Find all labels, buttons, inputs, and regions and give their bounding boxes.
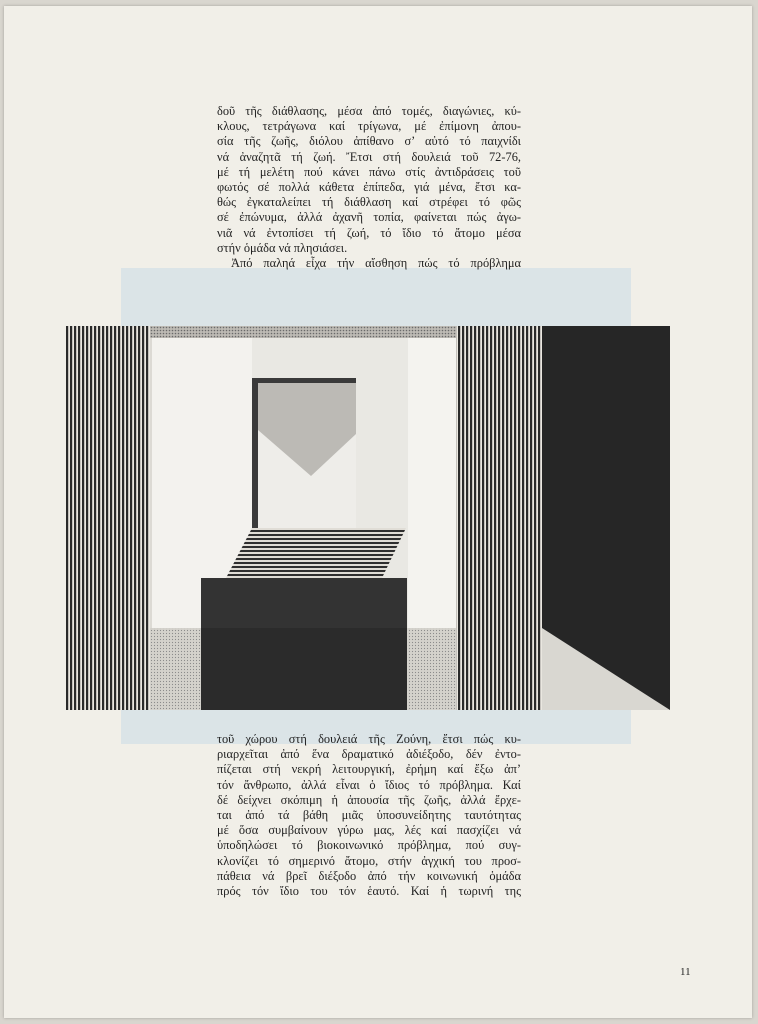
text-line: κλονίζει τό σημερινό ἄτομο, στήν ἀγχική του προσ- [217,853,521,868]
text-line: σέ ἐπώνυμα, ἀλλά ἀχανῆ τοπία, φαίνεται πώς ἀγω- [217,210,521,225]
text-line: πρός τόν ἴδιο του τόν ἑαυτό. Καί ἡ τωρινή της [217,883,521,898]
text-line: τοῦ χώρου στή δουλειά τῆς Ζούνη, ἔτσι πώς κυ- [217,732,521,746]
art-bench-front [201,578,407,628]
text-line: δοῦ τῆς διάθλασης, μέσα ἀπό τομές, διαγώνιες, κύ- [217,104,521,118]
text-line: ὑποδηλώσει τό βιοκοινωνικό πρόβλημα, πού συγ- [217,838,521,853]
page-number: 11 [680,966,691,978]
text-line: πάθεια νά βρεῖ διέξοδο ἀπό τήν κοινωνική ὁμάδα [217,868,521,883]
art-doorway-frame-top [252,378,356,383]
text-line: νά ἀναζητᾶ τή ζωή. Ἔτσι στή δουλειά τοῦ 72-76, [217,149,521,164]
text-line: πίζεται στή νεκρή λειτουργική, ἐρήμη καί ἔξω ἀπ’ [217,762,521,777]
text-line: τόν ἄνθρωπο, ἀλλά εἶναι ὁ ἴδιος τό πρόβλημα. Καί [217,777,521,792]
art-white-panel-right [408,338,456,628]
art-doorway-frame-left [252,378,258,528]
art-right-floor-shadow [456,628,542,710]
document-page [4,6,752,1018]
text-line: νιᾶ νά ἐντοπίσει τή ζωή, τό ἴδιο τό ἄτομο μέσα [217,225,521,240]
text-line-paragraph-start: Ἀπό παληά εἶχα τήν αἴσθηση πώς τό πρόβλημα [231,255,521,270]
text-line: σία τῆς ζωῆς, διόλου ἀπίθανο σ’ αὐτό τό παιχνίδι [217,134,521,149]
art-bench-base [201,628,407,710]
text-line: δέ δείχνει σκόπιμη ἡ ἀπουσία τῆς ζωῆς, ἀλλά ἔρχε- [217,792,521,807]
artwork-illustration [66,326,670,710]
text-line: θώς ἐγκαταλείπει τή διάθλαση καί στρέφει τό φῶς [217,195,521,210]
text-column-top [217,104,521,271]
text-line: στήν ὁμάδα νά πλησιάσει. [217,240,348,255]
text-line: ται ἀπό τά βάθη μιᾶς ὑποσυνείδητης ταυτότητας [217,807,521,822]
text-line: φωτός σέ πολλά κάθετα ἐπίπεδα, γιά μένα, ἔτσι κα- [217,179,521,194]
text-line: κλους, τετράγωνα καί τρίγωνα, μέ ἐπίμονη ἀπου- [217,119,521,134]
text-line: μέ τή μελέτη πού κάνει πάνω στίς ἀντιδράσεις τοῦ [217,164,521,179]
text-column-bottom [217,732,521,899]
text-line: μέ ὅσα συμβαίνουν γύρω μας, λές καί πασχίζει νά [217,823,521,838]
text-line: ριαρχεῖται ἀπό ἕνα δραματικό ἀδιέξοδο, δέν ἐντο- [217,747,521,762]
art-bench-top [226,528,406,578]
